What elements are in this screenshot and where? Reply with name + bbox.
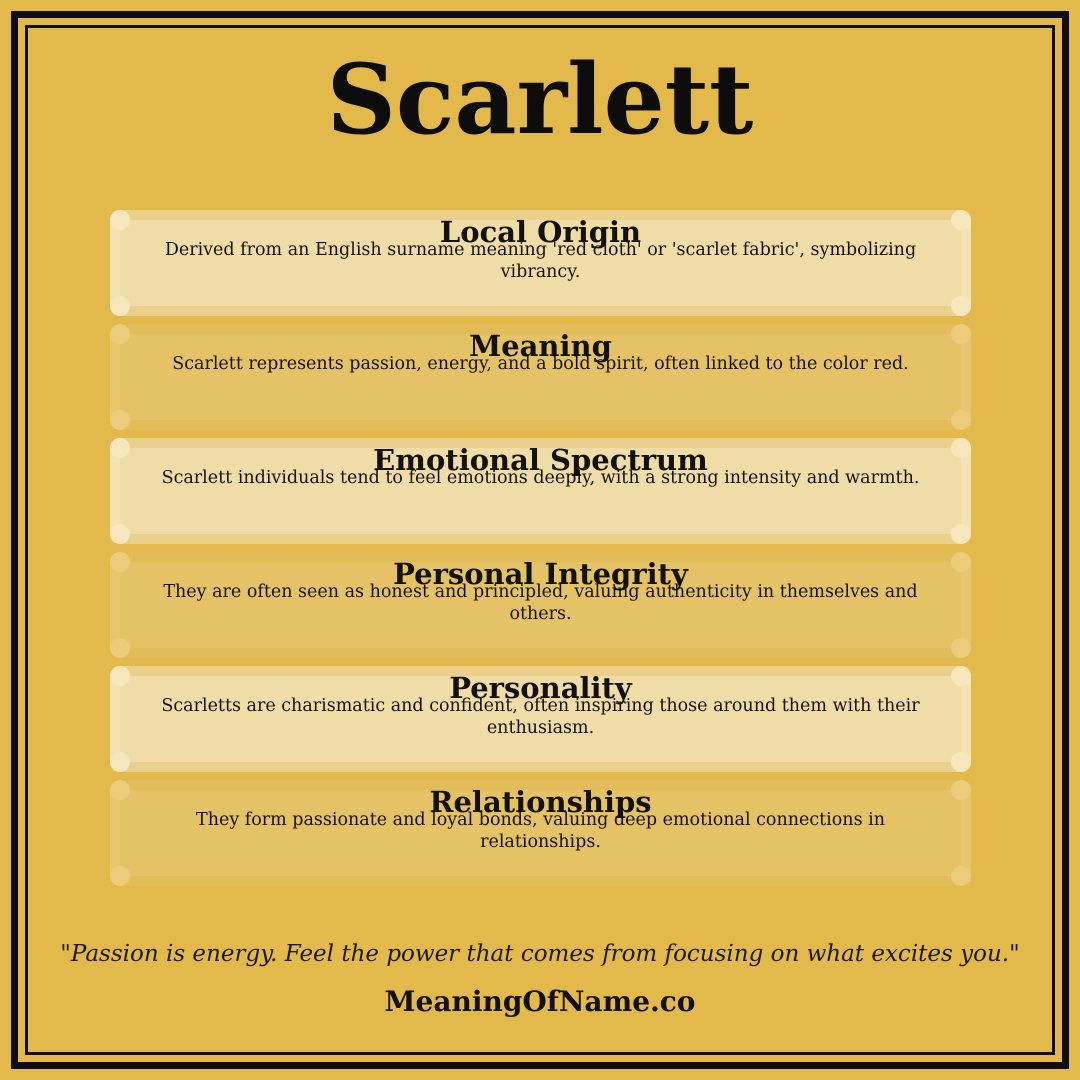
section-heading: Meaning <box>469 329 612 363</box>
section-heading: Relationships <box>429 785 652 819</box>
section-card-personality <box>110 666 971 772</box>
quote: "Passion is energy. Feel the power that comes from focusing on what excites you." <box>60 941 1020 967</box>
name-title: Scarlett <box>326 43 754 156</box>
section-heading: Local Origin <box>439 215 642 249</box>
section-heading: Emotional Spectrum <box>373 443 708 477</box>
section-text: Derived from an English surname meaning 'red cloth' or 'scarlet fabric', symbolizing vibrancy. <box>164 240 917 282</box>
brand-footer: MeaningOfName.co <box>384 985 696 1018</box>
section-text: Scarletts are charismatic and confident, often inspiring those around them with their enthusiasm. <box>161 696 920 738</box>
section-card-relationships <box>110 780 971 886</box>
section-card-meaning <box>110 324 971 430</box>
section-text: Scarlett represents passion, energy, and a bold spirit, often linked to the color red. <box>172 354 909 374</box>
section-text: They form passionate and loyal bonds, valuing deep emotional connections in relationships. <box>196 810 885 852</box>
section-card-local-origin <box>110 210 971 316</box>
section-text: Scarlett individuals tend to feel emotions deeply, with a strong intensity and warmth. <box>161 468 920 488</box>
section-heading: Personal Integrity <box>393 557 688 591</box>
section-card-personal-integrity <box>110 552 971 658</box>
section-card-emotional-spectrum <box>110 438 971 544</box>
section-heading: Personality <box>449 671 632 705</box>
section-text: They are often seen as honest and principled, valuing authenticity in themselves and others. <box>163 582 918 624</box>
